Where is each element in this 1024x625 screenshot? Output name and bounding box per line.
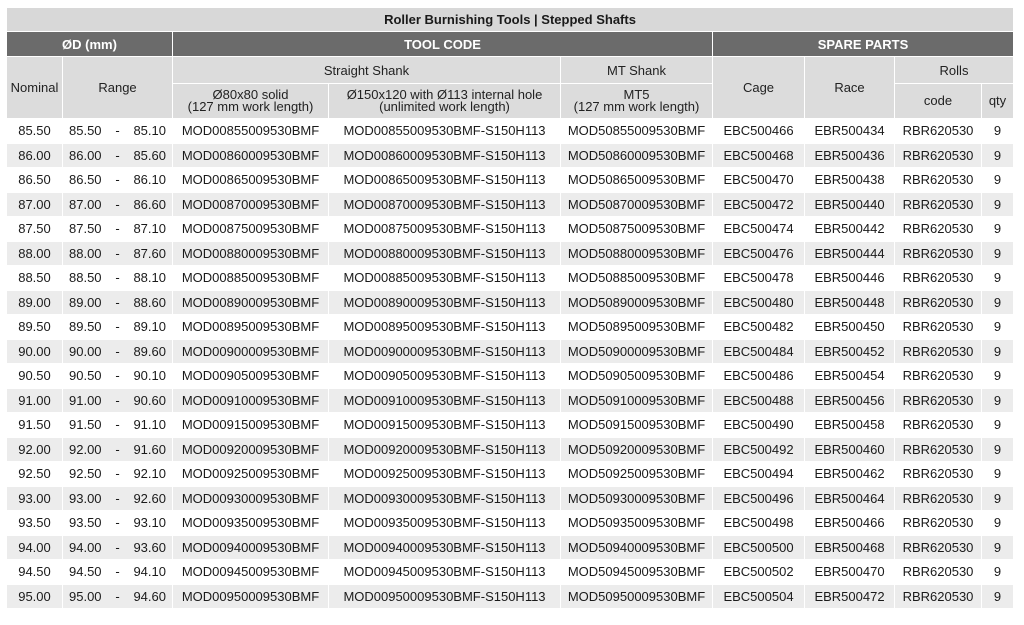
range-cell	[63, 462, 173, 487]
nominal-cell: 89.50	[7, 315, 63, 340]
range-from: 92.50	[69, 466, 102, 482]
solid-code-cell: MOD00930009530BMF	[173, 486, 329, 511]
hole-code-cell: MOD00920009530BMF-S150H113	[329, 437, 561, 462]
rolls-code-cell: RBR620530	[895, 364, 982, 389]
range-from: 91.00	[69, 392, 102, 408]
mt-code-cell: MOD50925009530BMF	[561, 462, 713, 487]
mt-code-cell: MOD50870009530BMF	[561, 192, 713, 217]
table-row	[7, 462, 1014, 487]
range-dash: -	[115, 368, 120, 384]
nominal-cell: 95.00	[7, 584, 63, 609]
cage-cell: EBC500498	[713, 511, 805, 536]
mt-code-cell: MOD50910009530BMF	[561, 388, 713, 413]
table-row	[7, 511, 1014, 536]
race-cell: EBR500458	[805, 413, 895, 438]
range-header: Range	[63, 57, 173, 119]
mt-code-cell: MOD50940009530BMF	[561, 535, 713, 560]
solid-code-cell: MOD00895009530BMF	[173, 315, 329, 340]
range-dash: -	[115, 564, 120, 580]
spare-parts-group-header: SPARE PARTS	[713, 32, 1014, 57]
tool-code-group-header: TOOL CODE	[173, 32, 713, 57]
race-cell: EBR500470	[805, 560, 895, 585]
rolls-code-cell: RBR620530	[895, 315, 982, 340]
solid-code-cell: MOD00860009530BMF	[173, 143, 329, 168]
range-cell	[63, 290, 173, 315]
range-from: 87.50	[69, 221, 102, 237]
rolls-code-cell: RBR620530	[895, 119, 982, 144]
rolls-code-cell: RBR620530	[895, 560, 982, 585]
solid-code-cell: MOD00870009530BMF	[173, 192, 329, 217]
range-cell	[63, 413, 173, 438]
solid-code-cell: MOD00925009530BMF	[173, 462, 329, 487]
rolls-qty-cell: 9	[982, 119, 1014, 144]
range-from: 86.50	[69, 172, 102, 188]
table-row	[7, 143, 1014, 168]
table-row	[7, 535, 1014, 560]
range-cell	[63, 535, 173, 560]
hole-code-cell: MOD00925009530BMF-S150H113	[329, 462, 561, 487]
cage-cell: EBC500496	[713, 486, 805, 511]
hole-code-cell: MOD00900009530BMF-S150H113	[329, 339, 561, 364]
mt-code-cell: MOD50935009530BMF	[561, 511, 713, 536]
range-dash: -	[115, 343, 120, 359]
solid-code-cell: MOD00915009530BMF	[173, 413, 329, 438]
nominal-cell: 92.50	[7, 462, 63, 487]
table-row	[7, 266, 1014, 291]
range-cell	[63, 217, 173, 242]
range-cell	[63, 143, 173, 168]
range-dash: -	[115, 588, 120, 604]
race-cell: EBR500444	[805, 241, 895, 266]
range-to: 87.60	[133, 245, 166, 261]
od-group-header: ØD (mm)	[7, 32, 173, 57]
cage-cell: EBC500488	[713, 388, 805, 413]
range-from: 88.50	[69, 270, 102, 286]
range-from: 89.00	[69, 294, 102, 310]
rolls-qty-cell: 9	[982, 486, 1014, 511]
rolls-qty-cell: 9	[982, 511, 1014, 536]
range-cell	[63, 388, 173, 413]
rolls-code-cell: RBR620530	[895, 217, 982, 242]
mt-code-cell: MOD50900009530BMF	[561, 339, 713, 364]
mt5-line2: (127 mm work length)	[573, 99, 700, 114]
rolls-code-cell: RBR620530	[895, 486, 982, 511]
hole-code-cell: MOD00930009530BMF-S150H113	[329, 486, 561, 511]
hole-code-cell: MOD00890009530BMF-S150H113	[329, 290, 561, 315]
cage-cell: EBC500466	[713, 119, 805, 144]
rolls-qty-cell: 9	[982, 217, 1014, 242]
table-row	[7, 217, 1014, 242]
table-row	[7, 388, 1014, 413]
range-dash: -	[115, 294, 120, 310]
range-dash: -	[115, 319, 120, 335]
range-to: 88.60	[133, 294, 166, 310]
table-row	[7, 192, 1014, 217]
range-to: 91.60	[133, 441, 166, 457]
hole-code-cell: MOD00880009530BMF-S150H113	[329, 241, 561, 266]
range-from: 93.00	[69, 490, 102, 506]
race-cell: EBR500440	[805, 192, 895, 217]
race-cell: EBR500450	[805, 315, 895, 340]
table-row	[7, 560, 1014, 585]
range-from: 87.00	[69, 196, 102, 212]
nominal-cell: 90.00	[7, 339, 63, 364]
nominal-header: Nominal	[7, 57, 63, 119]
range-to: 90.60	[133, 392, 166, 408]
cage-cell: EBC500492	[713, 437, 805, 462]
rolls-qty-cell: 9	[982, 413, 1014, 438]
rolls-header: Rolls	[895, 57, 1014, 84]
cage-cell: EBC500500	[713, 535, 805, 560]
range-to: 94.10	[133, 564, 166, 580]
rolls-code-cell: RBR620530	[895, 437, 982, 462]
mt-code-cell: MOD50950009530BMF	[561, 584, 713, 609]
range-cell	[63, 266, 173, 291]
race-cell: EBR500448	[805, 290, 895, 315]
race-cell: EBR500436	[805, 143, 895, 168]
rolls-code-cell: RBR620530	[895, 413, 982, 438]
cage-header: Cage	[713, 57, 805, 119]
nominal-cell: 85.50	[7, 119, 63, 144]
nominal-cell: 93.50	[7, 511, 63, 536]
rolls-qty-cell: 9	[982, 192, 1014, 217]
nominal-cell: 88.00	[7, 241, 63, 266]
mt-code-cell: MOD50885009530BMF	[561, 266, 713, 291]
range-to: 86.10	[133, 172, 166, 188]
mt5-header	[561, 84, 713, 119]
cage-cell: EBC500476	[713, 241, 805, 266]
range-from: 90.00	[69, 343, 102, 359]
mt-code-cell: MOD50880009530BMF	[561, 241, 713, 266]
product-table-container	[6, 7, 1013, 609]
range-dash: -	[115, 221, 120, 237]
rolls-code-cell: RBR620530	[895, 290, 982, 315]
nominal-cell: 88.50	[7, 266, 63, 291]
title-row	[7, 8, 1014, 32]
range-cell	[63, 168, 173, 193]
hole-code-cell: MOD00940009530BMF-S150H113	[329, 535, 561, 560]
range-dash: -	[115, 123, 120, 139]
range-cell	[63, 560, 173, 585]
range-from: 85.50	[69, 123, 102, 139]
rolls-code-cell: RBR620530	[895, 584, 982, 609]
range-to: 89.10	[133, 319, 166, 335]
range-to: 94.60	[133, 588, 166, 604]
rolls-code-cell: RBR620530	[895, 168, 982, 193]
range-from: 91.50	[69, 417, 102, 433]
solid-code-cell: MOD00865009530BMF	[173, 168, 329, 193]
race-cell: EBR500456	[805, 388, 895, 413]
hole-shank-header	[329, 84, 561, 119]
nominal-cell: 86.50	[7, 168, 63, 193]
rolls-qty-cell: 9	[982, 241, 1014, 266]
range-to: 86.60	[133, 196, 166, 212]
rolls-qty-cell: 9	[982, 168, 1014, 193]
rolls-code-cell: RBR620530	[895, 266, 982, 291]
hole-code-cell: MOD00860009530BMF-S150H113	[329, 143, 561, 168]
nominal-cell: 89.00	[7, 290, 63, 315]
table-row	[7, 413, 1014, 438]
nominal-cell: 91.50	[7, 413, 63, 438]
race-cell: EBR500438	[805, 168, 895, 193]
rolls-code-cell: RBR620530	[895, 511, 982, 536]
solid-shank-header	[173, 84, 329, 119]
mt-code-cell: MOD50860009530BMF	[561, 143, 713, 168]
range-from: 88.00	[69, 245, 102, 261]
race-cell: EBR500434	[805, 119, 895, 144]
rolls-qty-cell: 9	[982, 143, 1014, 168]
range-cell	[63, 339, 173, 364]
mt-code-cell: MOD50855009530BMF	[561, 119, 713, 144]
nominal-cell: 87.50	[7, 217, 63, 242]
range-to: 87.10	[133, 221, 166, 237]
range-to: 88.10	[133, 270, 166, 286]
rolls-qty-header: qty	[982, 84, 1014, 119]
range-to: 92.60	[133, 490, 166, 506]
rolls-code-cell: RBR620530	[895, 388, 982, 413]
hole-code-cell: MOD00935009530BMF-S150H113	[329, 511, 561, 536]
range-cell	[63, 584, 173, 609]
cage-cell: EBC500484	[713, 339, 805, 364]
solid-code-cell: MOD00880009530BMF	[173, 241, 329, 266]
straight-shank-header: Straight Shank	[173, 57, 561, 84]
range-from: 94.50	[69, 564, 102, 580]
solid-code-cell: MOD00875009530BMF	[173, 217, 329, 242]
table-title: Roller Burnishing Tools | Stepped Shafts	[7, 8, 1014, 32]
range-to: 85.60	[133, 147, 166, 163]
rolls-code-cell: RBR620530	[895, 143, 982, 168]
rolls-qty-cell: 9	[982, 560, 1014, 585]
mt-code-cell: MOD50920009530BMF	[561, 437, 713, 462]
table-row	[7, 584, 1014, 609]
range-cell	[63, 192, 173, 217]
solid-code-cell: MOD00905009530BMF	[173, 364, 329, 389]
mt-code-cell: MOD50890009530BMF	[561, 290, 713, 315]
nominal-cell: 92.00	[7, 437, 63, 462]
race-cell: EBR500452	[805, 339, 895, 364]
solid-code-cell: MOD00935009530BMF	[173, 511, 329, 536]
cage-cell: EBC500504	[713, 584, 805, 609]
range-from: 94.00	[69, 539, 102, 555]
hole-code-cell: MOD00910009530BMF-S150H113	[329, 388, 561, 413]
table-row	[7, 315, 1014, 340]
range-cell	[63, 364, 173, 389]
rolls-qty-cell: 9	[982, 584, 1014, 609]
cage-cell: EBC500478	[713, 266, 805, 291]
race-cell: EBR500454	[805, 364, 895, 389]
solid-code-cell: MOD00945009530BMF	[173, 560, 329, 585]
cage-cell: EBC500482	[713, 315, 805, 340]
mt5-line1: MT5	[623, 87, 650, 102]
rolls-qty-cell: 9	[982, 339, 1014, 364]
product-table	[6, 7, 1014, 609]
cage-cell: EBC500502	[713, 560, 805, 585]
table-row	[7, 364, 1014, 389]
mt-code-cell: MOD50930009530BMF	[561, 486, 713, 511]
solid-shank-line2: (127 mm work length)	[187, 99, 314, 114]
hole-shank-line1: Ø150x120 with Ø113 internal hole	[346, 87, 543, 102]
table-row	[7, 437, 1014, 462]
solid-code-cell: MOD00900009530BMF	[173, 339, 329, 364]
mt-shank-header: MT Shank	[561, 57, 713, 84]
group-header-row	[7, 32, 1014, 57]
cage-cell: EBC500470	[713, 168, 805, 193]
range-from: 86.00	[69, 147, 102, 163]
range-to: 93.60	[133, 539, 166, 555]
table-row	[7, 486, 1014, 511]
rolls-code-cell: RBR620530	[895, 339, 982, 364]
range-dash: -	[115, 270, 120, 286]
range-dash: -	[115, 147, 120, 163]
range-dash: -	[115, 441, 120, 457]
rolls-qty-cell: 9	[982, 462, 1014, 487]
range-from: 95.00	[69, 588, 102, 604]
rolls-qty-cell: 9	[982, 535, 1014, 560]
table-row	[7, 241, 1014, 266]
mt-code-cell: MOD50945009530BMF	[561, 560, 713, 585]
solid-code-cell: MOD00855009530BMF	[173, 119, 329, 144]
mt-code-cell: MOD50865009530BMF	[561, 168, 713, 193]
range-to: 93.10	[133, 515, 166, 531]
hole-code-cell: MOD00950009530BMF-S150H113	[329, 584, 561, 609]
table-row	[7, 339, 1014, 364]
mt-code-cell: MOD50875009530BMF	[561, 217, 713, 242]
mt-code-cell: MOD50895009530BMF	[561, 315, 713, 340]
range-cell	[63, 486, 173, 511]
hole-code-cell: MOD00870009530BMF-S150H113	[329, 192, 561, 217]
rolls-code-cell: RBR620530	[895, 462, 982, 487]
cage-cell: EBC500472	[713, 192, 805, 217]
range-dash: -	[115, 245, 120, 261]
rolls-qty-cell: 9	[982, 437, 1014, 462]
race-cell: EBR500442	[805, 217, 895, 242]
cage-cell: EBC500474	[713, 217, 805, 242]
hole-code-cell: MOD00855009530BMF-S150H113	[329, 119, 561, 144]
range-cell	[63, 511, 173, 536]
cage-cell: EBC500480	[713, 290, 805, 315]
rolls-qty-cell: 9	[982, 364, 1014, 389]
table-row	[7, 168, 1014, 193]
range-dash: -	[115, 172, 120, 188]
sub-header-row-1	[7, 57, 1014, 84]
range-dash: -	[115, 466, 120, 482]
race-cell: EBR500466	[805, 511, 895, 536]
nominal-cell: 91.00	[7, 388, 63, 413]
rolls-code-cell: RBR620530	[895, 535, 982, 560]
cage-cell: EBC500468	[713, 143, 805, 168]
nominal-cell: 90.50	[7, 364, 63, 389]
range-to: 85.10	[133, 123, 166, 139]
cage-cell: EBC500490	[713, 413, 805, 438]
nominal-cell: 94.00	[7, 535, 63, 560]
hole-shank-line2: (unlimited work length)	[379, 99, 510, 114]
rolls-code-cell: RBR620530	[895, 192, 982, 217]
range-cell	[63, 437, 173, 462]
range-cell	[63, 241, 173, 266]
cage-cell: EBC500494	[713, 462, 805, 487]
range-from: 92.00	[69, 441, 102, 457]
race-cell: EBR500468	[805, 535, 895, 560]
race-cell: EBR500460	[805, 437, 895, 462]
range-cell	[63, 315, 173, 340]
nominal-cell: 93.00	[7, 486, 63, 511]
mt-code-cell: MOD50915009530BMF	[561, 413, 713, 438]
table-body	[7, 119, 1014, 609]
hole-code-cell: MOD00895009530BMF-S150H113	[329, 315, 561, 340]
table-row	[7, 119, 1014, 144]
solid-code-cell: MOD00885009530BMF	[173, 266, 329, 291]
solid-code-cell: MOD00940009530BMF	[173, 535, 329, 560]
race-cell: EBR500464	[805, 486, 895, 511]
range-to: 92.10	[133, 466, 166, 482]
range-dash: -	[115, 417, 120, 433]
solid-shank-line1: Ø80x80 solid	[212, 87, 289, 102]
range-dash: -	[115, 515, 120, 531]
range-from: 90.50	[69, 368, 102, 384]
solid-code-cell: MOD00920009530BMF	[173, 437, 329, 462]
range-dash: -	[115, 490, 120, 506]
hole-code-cell: MOD00945009530BMF-S150H113	[329, 560, 561, 585]
rolls-qty-cell: 9	[982, 315, 1014, 340]
range-to: 89.60	[133, 343, 166, 359]
rolls-qty-cell: 9	[982, 266, 1014, 291]
range-dash: -	[115, 539, 120, 555]
race-cell: EBR500462	[805, 462, 895, 487]
cage-cell: EBC500486	[713, 364, 805, 389]
race-cell: EBR500446	[805, 266, 895, 291]
solid-code-cell: MOD00950009530BMF	[173, 584, 329, 609]
range-to: 90.10	[133, 368, 166, 384]
rolls-qty-cell: 9	[982, 290, 1014, 315]
race-header: Race	[805, 57, 895, 119]
rolls-qty-cell: 9	[982, 388, 1014, 413]
range-from: 93.50	[69, 515, 102, 531]
hole-code-cell: MOD00905009530BMF-S150H113	[329, 364, 561, 389]
table-row	[7, 290, 1014, 315]
race-cell: EBR500472	[805, 584, 895, 609]
rolls-code-header: code	[895, 84, 982, 119]
solid-code-cell: MOD00910009530BMF	[173, 388, 329, 413]
nominal-cell: 86.00	[7, 143, 63, 168]
range-dash: -	[115, 392, 120, 408]
nominal-cell: 94.50	[7, 560, 63, 585]
range-cell	[63, 119, 173, 144]
rolls-code-cell: RBR620530	[895, 241, 982, 266]
range-from: 89.50	[69, 319, 102, 335]
range-to: 91.10	[133, 417, 166, 433]
range-dash: -	[115, 196, 120, 212]
hole-code-cell: MOD00865009530BMF-S150H113	[329, 168, 561, 193]
hole-code-cell: MOD00875009530BMF-S150H113	[329, 217, 561, 242]
nominal-cell: 87.00	[7, 192, 63, 217]
mt-code-cell: MOD50905009530BMF	[561, 364, 713, 389]
solid-code-cell: MOD00890009530BMF	[173, 290, 329, 315]
hole-code-cell: MOD00885009530BMF-S150H113	[329, 266, 561, 291]
hole-code-cell: MOD00915009530BMF-S150H113	[329, 413, 561, 438]
